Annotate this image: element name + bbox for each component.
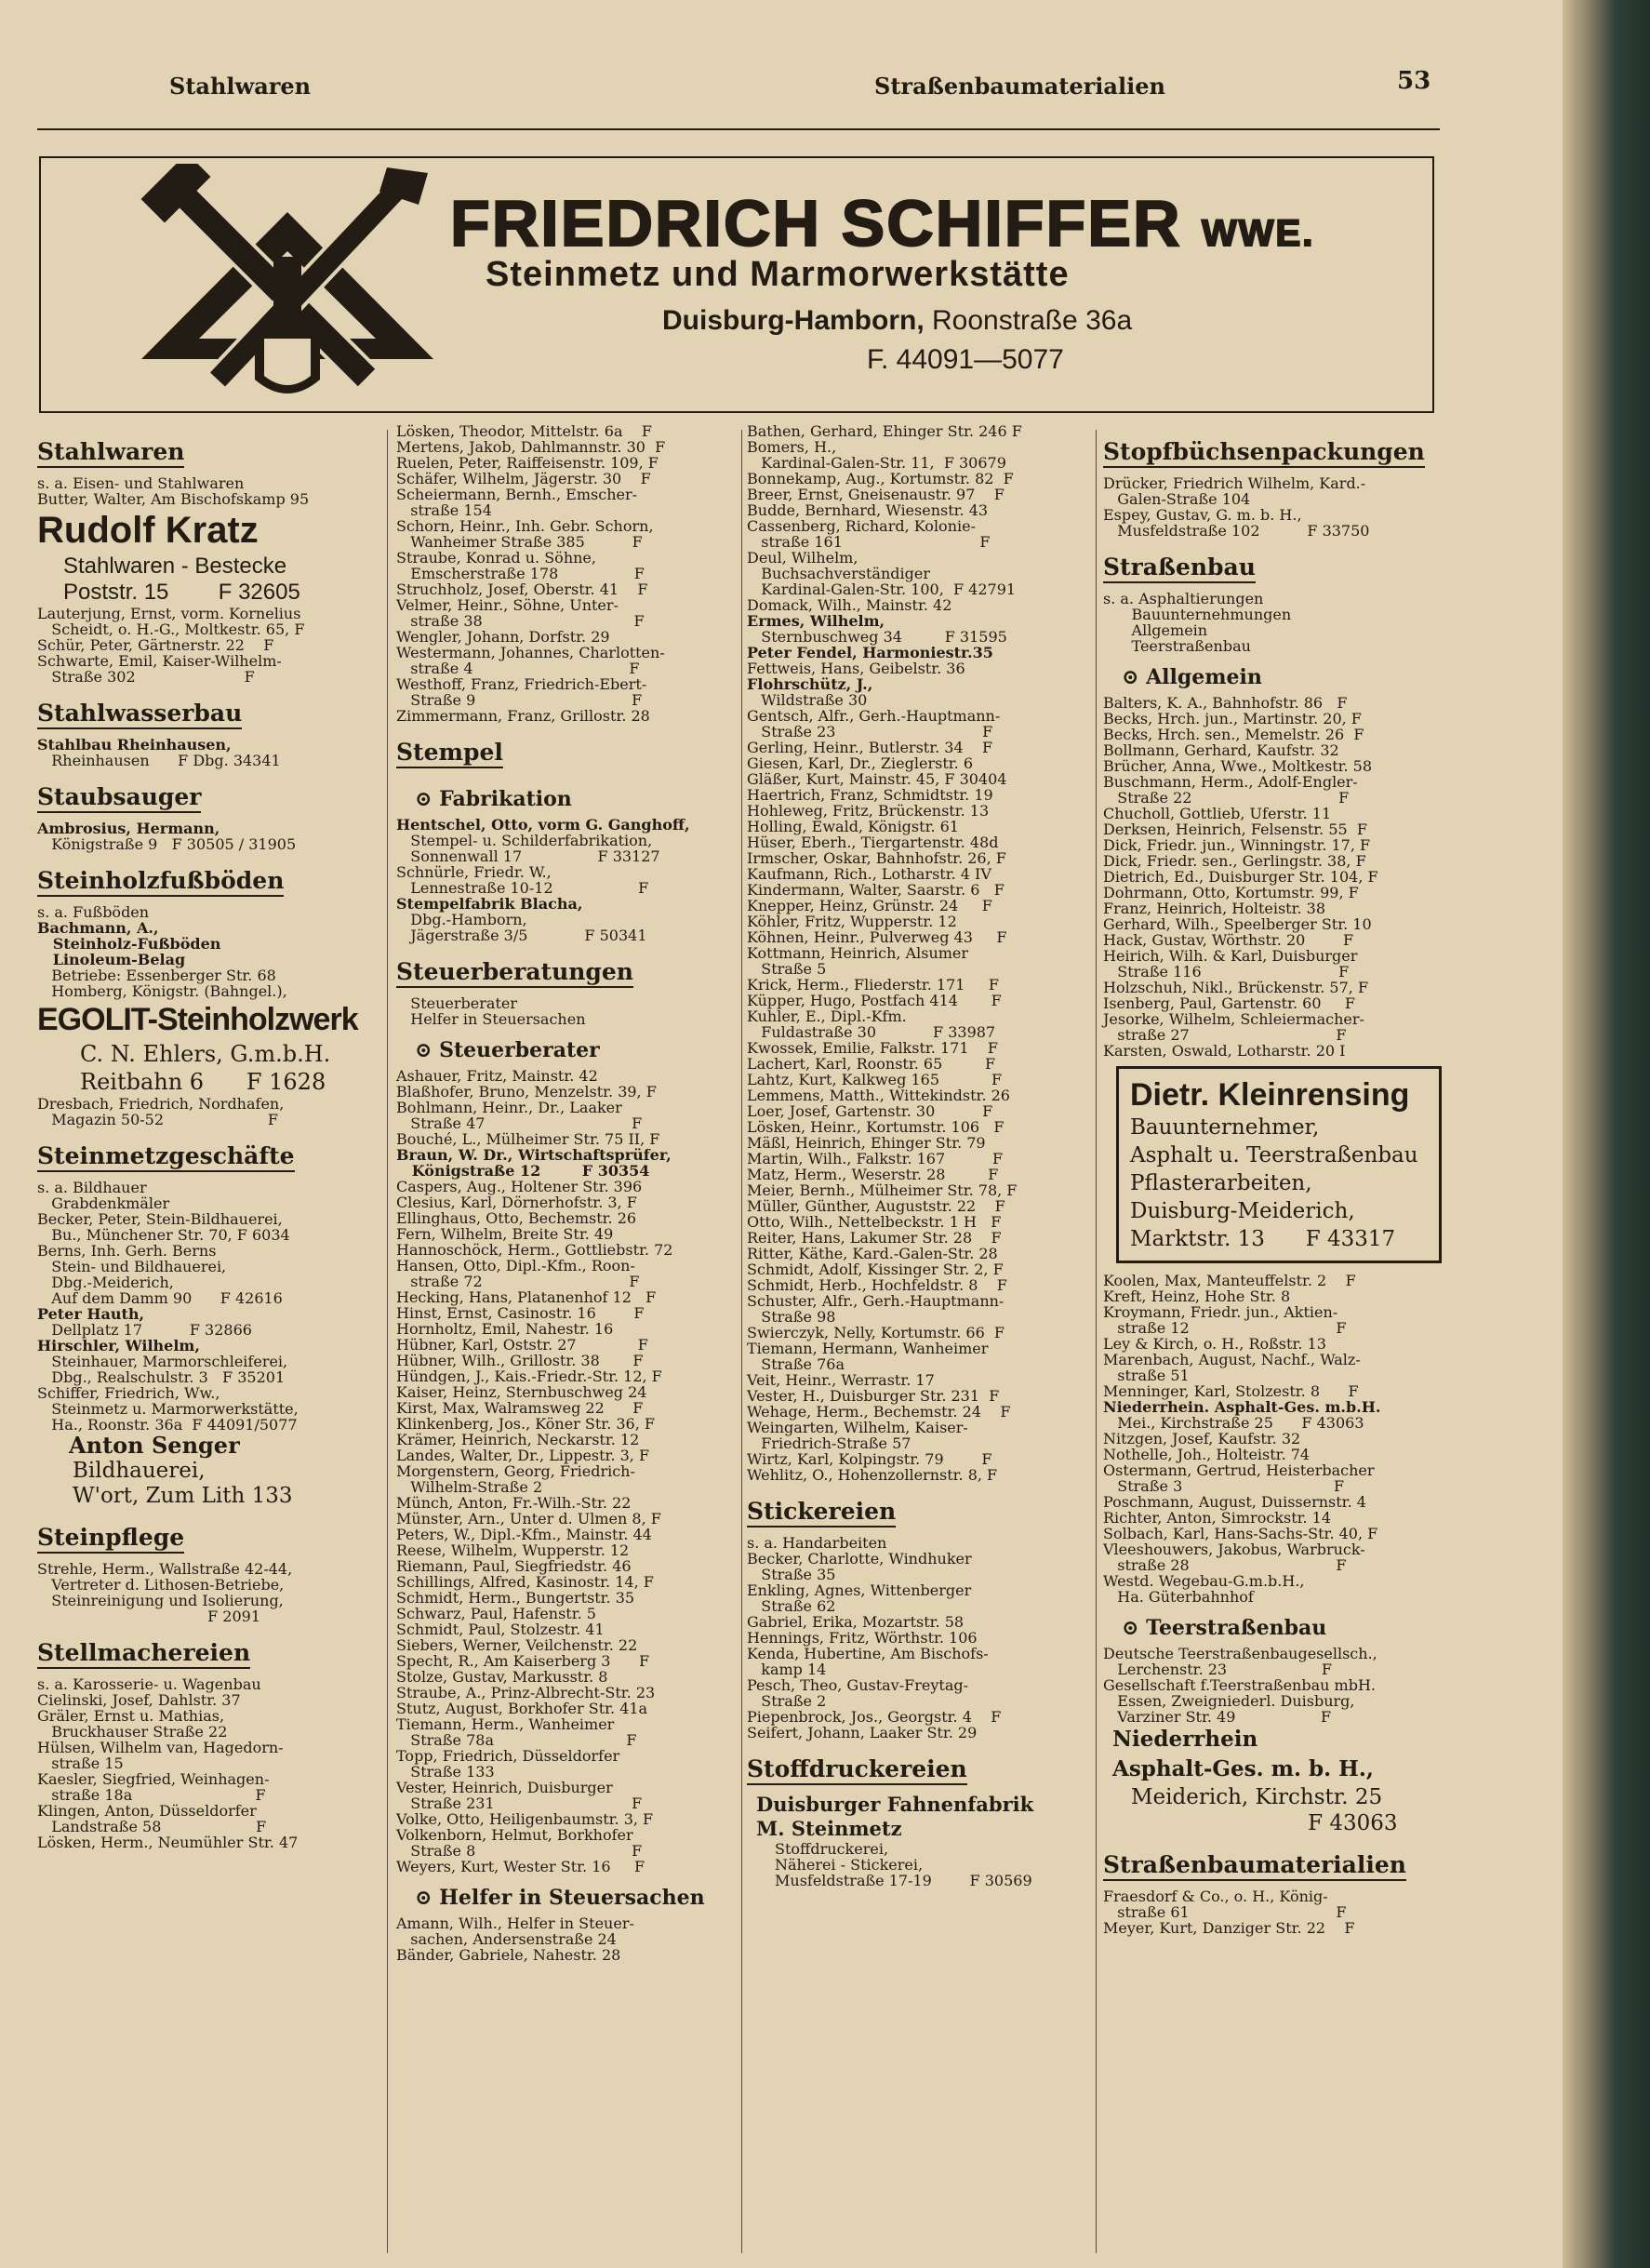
advertiser-line: Stoffdruckerei, Näherei - Stickerei, Musfeldstraße 17-19 F 30569	[775, 1840, 1032, 1889]
directory-entry: Deutsche Teerstraßenbaugesellsch., Lerchenstr. 23 F Gesellschaft f.Teerstraßenbau mbH. Essen, Zweigniederl. Duisburg, Varziner Str. 49 F	[1103, 1645, 1377, 1726]
directory-entry: Bathen, Gerhard, Ehinger Str. 246 F Bomers, H., Kardinal-Galen-Str. 11, F 30679 Bonnekamp, Aug., Kortumstr. 82 F Breer, Ernst, Gneisenaustr. 97 F Budde, Bernhard, Wiesenstr. 43 Cassenberg, Richard, Kolonie- straße 161 F Deul, Wilhelm, Buchsachverständiger Kardinal-Galen-Str. 100, F 42791 Domack, Wilh., Mainstr. 42	[747, 422, 1022, 614]
advertiser-address: Duisburg-Hamborn, Roonstraße 36a	[662, 305, 1133, 336]
section-heading: Stellmachereien	[37, 1639, 250, 1669]
schiffer-advertisement	[39, 156, 1434, 413]
advertiser-trade: Steinmetz und Marmorwerkstätte	[486, 255, 1070, 294]
column-rule	[1096, 430, 1097, 2253]
directory-entry: Königstraße 9 F 30505 / 31905	[37, 835, 297, 853]
section-heading: Stickereien	[747, 1498, 896, 1528]
directory-entry: Strehle, Herm., Wallstraße 42-44, Vertreter d. Lithosen-Betriebe, Steinreinigung und Isolierung, F 2091	[37, 1560, 293, 1625]
directory-entry: Butter, Walter, Am Bischofskamp 95	[37, 490, 310, 508]
subsection-heading: ⊙ Helfer in Steuersachen	[415, 1886, 705, 1910]
advertiser-line: Meiderich, Kirchstr. 25 F 43063	[1131, 1785, 1398, 1835]
advertiser-line: Marktstr. 13 F 43317	[1130, 1227, 1396, 1251]
section-heading: Stoffdruckereien	[747, 1755, 967, 1785]
subsection-heading: ⊙ Allgemein	[1122, 665, 1262, 689]
directory-entry: Amann, Wilh., Helfer in Steuer- sachen, Andersenstraße 24 Bänder, Gabriele, Nahestr. 28	[396, 1914, 634, 1964]
advertiser-name: Dietr. Kleinrensing	[1130, 1077, 1410, 1113]
directory-entry: s. a. Handarbeiten	[747, 1534, 887, 1552]
running-head-left: Stahlwaren	[169, 73, 312, 100]
directory-entry-bold: Bachmann, A., Steinholz-Fußböden Linoleum-Belag	[37, 919, 221, 968]
directory-entry: Steinhauer, Marmorschleiferei, Dbg., Realschulstr. 3 F 35201 Schiffer, Friedrich, Ww., Steinmetz u. Marmorwerkstätte, Ha., Roonstr. 36a F 44091/5077	[37, 1353, 299, 1434]
subsection-heading: ⊙ Teerstraßenbau	[1122, 1616, 1327, 1640]
advertiser-line: Pflasterarbeiten,	[1130, 1171, 1312, 1195]
advertiser-phone: F. 44091—5077	[867, 344, 1064, 375]
directory-entry-bold: Flohrschütz, J.,	[747, 675, 873, 693]
column-2	[396, 423, 737, 1963]
stonemason-tools-logo	[134, 164, 441, 407]
directory-entry: Wildstraße 30 Gentsch, Alfr., Gerh.-Hauptmann- Straße 23 F Gerling, Heinr., Butlerstr. 34 F Giesen, Karl, Dr., Zieglerstr. 6 Gläßer, Kurt, Mainstr. 45, F 30404 Haertrich, Franz, Schmidtstr. 19 Hohleweg, Fritz, Brückenstr. 13 Holling, Ewald, Königstr. 61 Hüser, Eberh., Tiergartenstr. 48d Irmscher, Oskar, Bahnhofstr. 26, F Kaufmann, Rich., Lotharstr. 4 IV Kindermann, Walter, Saarstr. 6 F Knepper, Heinz, Grünstr. 24 F Köhler, Fritz, Wupperstr. 12 Köhnen, Heinr., Pulverweg 43 F Kottmann, Heinrich, Alsumer Straße 5 Krick, Herm., Fliederstr. 171 F Küpper, Hugo, Postfach 414 F Kuhler, E., Dipl.-Kfm. Fuldastraße 30 F 33987 Kwossek, Emilie, Falkstr. 171 F Lachert, Karl, Roonstr. 65 F Lahtz, Kurt, Kalkweg 165 F Lemmens, Matth., Wittekindstr. 26 Loer, Josef, Gartenstr. 30 F Lösken, Heinr., Kortumstr. 106 F Mäßl, Heinrich, Ehinger Str. 79 Martin, Wilh., Falkstr. 167 F Matz, Herm., Weserstr. 28 F Meier, Bernh., Mülheimer Str. 78, F Müller, Günther, Auguststr. 22 F Otto, Wilh., Nettelbeckstr. 1 H F Reiter, Hans, Lakumer Str. 28 F Ritter, Käthe, Kard.-Galen-Str. 28 Schmidt, Adolf, Kissinger Str. 2, F Schmidt, Herb., Hochfeldstr. 8 F Schuster, Alfr., Gerh.-Hauptmann- Straße 98 Swierczyk, Nelly, Kortumstr. 66 F Tiemann, Hermann, Wanheimer Straße 76a Veit, Heinr., Werrastr. 17 Vester, H., Duisburger Str. 231 F Wehage, Herm., Bechemstr. 24 F Weingarten, Wilhelm, Kaiser- Friedrich-Straße 57 Wirtz, Karl, Kolpingstr. 79 F Wehlitz, O., Hohenzollernstr. 8, F	[747, 691, 1018, 1484]
directory-entry: s. a. Eisen- und Stahlwaren	[37, 474, 245, 492]
advertiser-name: Niederrhein Asphalt-Ges. m. b. H.,	[1112, 1727, 1374, 1781]
directory-entry: Sternbuschweg 34 F 31595	[747, 628, 1007, 646]
advertiser-line: W'ort, Zum Lith 133	[73, 1484, 293, 1508]
column-rule	[741, 430, 742, 2253]
directory-entry: s. a. Asphaltierungen Bauunternehmungen Allgemein Teerstraßenbau	[1103, 590, 1292, 655]
advertiser-name: EGOLIT-Steinholzwerk	[37, 1002, 358, 1037]
directory-entry-bold: Braun, W. Dr., Wirtschaftsprüfer, Königstraße 12 F 30354	[396, 1146, 672, 1180]
running-head-center: Straßenbaumaterialien	[874, 73, 1165, 100]
section-heading: Stahlwasserbau	[37, 700, 242, 729]
directory-entry: Balters, K. A., Bahnhofstr. 86 F Becks, Hrch. jun., Martinstr. 20, F Becks, Hrch. sen., Memelstr. 26 F Bollmann, Gerhard, Kaufstr. 32 Brücher, Anna, Wwe., Moltkestr. 58 Buschmann, Herm., Adolf-Engler- Straße 22 F Chucholl, Gottlieb, Uferstr. 11 Derksen, Heinrich, Felsenstr. 55 F Dick, Friedr. jun., Winningstr. 17, F Dick, Friedr. sen., Gerlingstr. 38, F Dietrich, Ed., Duisburger Str. 104, F Dohrmann, Otto, Kortumstr. 99, F Franz, Heinrich, Holteistr. 38 Gerhard, Wilh., Speelberger Str. 10 Hack, Gustav, Wörthstr. 20 F Heirich, Wilh. & Karl, Duisburger Straße 116 F Holzschuh, Nikl., Brückenstr. 57, F Isenberg, Paul, Gartenstr. 60 F Jesorke, Wilhelm, Schleiermacher- straße 27 F Karsten, Oswald, Lotharstr. 20 I	[1103, 694, 1378, 1060]
directory-entry: Steuerberater Helfer in Steuersachen	[410, 994, 586, 1028]
advertiser-line: Poststr. 15 F 32605	[63, 580, 300, 605]
header-rule	[37, 128, 1440, 130]
advertiser-line: C. N. Ehlers, G.m.b.H.	[80, 1041, 331, 1067]
section-heading: Straßenbau	[1103, 554, 1256, 583]
directory-entry-bold: Niederrhein. Asphalt-Ges. m.b.H.	[1103, 1398, 1381, 1416]
dfab-advertisement	[747, 1793, 1091, 1888]
page-number: 53	[1397, 67, 1431, 95]
advertiser-line: Reitbahn 6 F 1628	[80, 1069, 326, 1095]
directory-entry: s. a. Bildhauer Grabdenkmäler	[37, 1179, 170, 1212]
senger-advertisement	[37, 1433, 383, 1509]
directory-entry: Cielinski, Josef, Dahlstr. 37 Gräler, Ernst u. Mathias, Bruckhauser Straße 22 Hülsen, Wilhelm van, Hagedorn- straße 15 Kaesler, Siegfried, Weinhagen- straße 18a F Klingen, Anton, Düsseldorfer Landstraße 58 F Lösken, Herm., Neumühler Str. 47	[37, 1691, 299, 1851]
subsection-heading: ⊙ Steuerberater	[415, 1038, 600, 1062]
section-heading: Steuerberatungen	[396, 958, 633, 988]
directory-entry: Lösken, Theodor, Mittelstr. 6a F Mertens, Jakob, Dahlmannstr. 30 F Ruelen, Peter, Raiffeisenstr. 109, F Schäfer, Wilhelm, Jägerstr. 30 F Scheiermann, Bernh., Emscher- straße 154 Schorn, Heinr., Inh. Gebr. Schorn, Wanheimer Straße 385 F Straube, Konrad u. Söhne, Emscherstraße 178 F Struchholz, Josef, Oberstr. 41 F Velmer, Heinr., Söhne, Unter- straße 38 F Wengler, Johann, Dorfstr. 29 Westermann, Johannes, Charlotten- straße 4 F Westhoff, Franz, Friedrich-Ebert- Straße 9 F Zimmermann, Franz, Grillostr. 28	[396, 422, 666, 725]
section-heading: Staubsauger	[37, 783, 201, 813]
directory-entry-bold: Ermes, Wilhelm,	[747, 612, 885, 630]
section-heading: Steinmetzgeschäfte	[37, 1142, 295, 1172]
advertiser-name: Rudolf Kratz	[37, 510, 259, 551]
section-heading: Stahlwaren	[37, 438, 184, 468]
directory-entry: Becker, Peter, Stein-Bildhauerei, Bu., Münchener Str. 70, F 6034 Berns, Inh. Gerh. Berns Stein- und Bildhauerei, Dbg.-Meiderich, Auf dem Damm 90 F 42616	[37, 1210, 290, 1307]
section-heading: Stempel	[396, 739, 503, 768]
directory-entry: Mei., Kirchstraße 25 F 43063 Nitzgen, Josef, Kaufstr. 32 Nothelle, Joh., Holteistr. 74 Ostermann, Gertrud, Heisterbacher Straße 3 F Poschmann, August, Duissernstr. 4 Richter, Anton, Simrockstr. 14 Solbach, Karl, Hans-Sachs-Str. 40, F Vleeshouwers, Jakobus, Warbruck- straße 28 F Westd. Wegebau-G.m.b.H., Ha. Güterbahnhof	[1103, 1414, 1378, 1606]
advertiser-line: Stahlwaren - Bestecke	[63, 554, 287, 579]
directory-entry: Dbg.-Hamborn, Jägerstraße 3/5 F 50341	[410, 911, 647, 944]
directory-entry: Dellplatz 17 F 32866	[37, 1321, 252, 1339]
advertiser-line: Asphalt u. Teerstraßenbau	[1130, 1143, 1418, 1167]
directory-entry: Rheinhausen F Dbg. 34341	[37, 752, 281, 769]
section-heading: Steinpflege	[37, 1524, 184, 1554]
directory-entry-bold: Hirschler, Wilhelm,	[37, 1337, 200, 1354]
subsection-heading: ⊙ Fabrikation	[415, 787, 572, 811]
directory-entry: Ashauer, Fritz, Mainstr. 42 Blaßhofer, Bruno, Menzelstr. 39, F Bohlmann, Heinr., Dr., Laaker Straße 47 F Bouché, L., Mülheimer Str. 75 II, F	[396, 1067, 660, 1148]
advertiser-line: Bildhauerei,	[73, 1459, 206, 1483]
directory-entry-bold: Hentschel, Otto, vorm G. Ganghoff,	[396, 816, 690, 834]
section-heading: Straßenbaumaterialien	[1103, 1851, 1406, 1881]
directory-entry: Becker, Charlotte, Windhuker Straße 35 Enkling, Agnes, Wittenberger Straße 62 Gabriel, Erika, Mozartstr. 58 Hennings, Fritz, Wörthstr. 106 Kenda, Hubertine, Am Bischofs- kamp 14 Pesch, Theo, Gustav-Freytag- Straße 2 Piepenbrock, Jos., Georgstr. 4 F Seifert, Johann, Laaker Str. 29	[747, 1550, 1002, 1741]
directory-entry: Fraesdorf & Co., o. H., König- straße 61 F Meyer, Kurt, Danziger Str. 22 F	[1103, 1888, 1355, 1937]
kleinrensing-advertisement	[1116, 1066, 1442, 1263]
nr-advertisement	[1103, 1725, 1447, 1836]
directory-entry: Lauterjung, Ernst, vorm. Kornelius Scheidt, o. H.-G., Moltkestr. 65, F Schür, Peter, Gärtnerstr. 22 F Schwarte, Emil, Kaiser-Wilhelm- Straße 302 F	[37, 605, 305, 686]
section-heading: Steinholzfußböden	[37, 867, 284, 897]
directory-entry-bold: Peter Fendel, Harmoniestr.35	[747, 644, 993, 661]
directory-entry: Stempel- u. Schilderfabrikation, Sonnenwall 17 F 33127 Schnürle, Friedr. W., Lennestraße 10-12 F	[396, 832, 660, 897]
directory-entry: s. a. Karosserie- u. Wagenbau	[37, 1675, 261, 1693]
advertiser-name: FRIEDRICH SCHIFFER WWE.	[450, 187, 1315, 260]
column-3	[747, 423, 1091, 1888]
directory-entry-bold: Stempelfabrik Blacha,	[396, 895, 583, 913]
book-binding-edge	[1563, 0, 1650, 2268]
directory-entry: Koolen, Max, Manteuffelstr. 2 F Kreft, Heinz, Hohe Str. 8 Kroymann, Friedr. jun., Aktien- straße 12 F Ley & Kirch, o. H., Roßstr. 13 Marenbach, August, Nachf., Walz- straße 51 Menninger, Karl, Stolzestr. 8 F	[1103, 1272, 1361, 1400]
directory-entry: Fettweis, Hans, Geibelstr. 36	[747, 660, 965, 677]
egolit-advertisement	[37, 999, 383, 1096]
directory-entry: Drücker, Friedrich Wilhelm, Kard.- Galen-Straße 104 Espey, Gustav, G. m. b. H., Musfeldstraße 102 F 33750	[1103, 474, 1370, 540]
directory-entry-bold: Ambrosius, Hermann,	[37, 820, 220, 837]
directory-entry: Dresbach, Friedrich, Nordhafen, Magazin 50-52 F	[37, 1095, 285, 1128]
column-1	[37, 423, 383, 1850]
kratz-advertisement	[37, 509, 383, 606]
column-rule	[387, 430, 388, 2253]
directory-entry-bold: Stahlbau Rheinhausen,	[37, 736, 232, 754]
advertiser-line: Bauunternehmer,	[1130, 1115, 1320, 1140]
directory-entry: Caspers, Aug., Holtener Str. 396 Clesius, Karl, Dörnerhofstr. 3, F Ellinghaus, Otto, Bechemstr. 26 Fern, Wilhelm, Breite Str. 49 Hannoschöck, Herm., Gottliebstr. 72 Hansen, Otto, Dipl.-Kfm., Roon- straße 72 F Hecking, Hans, Platanenhof 12 F Hinst, Ernst, Casinostr. 16 F Hornholtz, Emil, Nahestr. 16 Hübner, Karl, Oststr. 27 F Hübner, Wilh., Grillostr. 38 F Hündgen, J., Kais.-Friedr.-Str. 12, F Kaiser, Heinz, Sternbuschweg 24 Kirst, Max, Walramsweg 22 F Klinkenberg, Jos., Köner Str. 36, F Krämer, Heinrich, Neckarstr. 12 Landes, Walter, Dr., Lippestr. 3, F Morgenstern, Georg, Friedrich- Wilhelm-Straße 2 Münch, Anton, Fr.-Wilh.-Str. 22 Münster, Arn., Unter d. Ulmen 8, F Peters, W., Dipl.-Kfm., Mainstr. 44 Reese, Wilhelm, Wupperstr. 12 Riemann, Paul, Siegfriedstr. 46 Schillings, Alfred, Kasinostr. 14, F Schmidt, Herm., Bungertstr. 35 Schwarz, Paul, Hafenstr. 5 Schmidt, Paul, Stolzestr. 41 Siebers, Werner, Veilchenstr. 22 Specht, R., Am Kaiserberg 3 F Stolze, Gustav, Markusstr. 8 Straube, A., Prinz-Albrecht-Str. 23 Stutz, August, Borkhofer Str. 41a Tiemann, Herm., Wanheimer Straße 78a F Topp, Friedrich, Düsseldorfer Straße 133 Vester, Heinrich, Duisburger Straße 231 F Volke, Otto, Heiligenbaumstr. 3, F Volkenborn, Helmut, Borkhofer Straße 8 F Weyers, Kurt, Wester Str. 16 F	[396, 1178, 673, 1875]
advertiser-line: Duisburg-Meiderich,	[1130, 1199, 1355, 1223]
directory-entry: Betriebe: Essenberger Str. 68 Homberg, Königstr. (Bahngel.),	[51, 967, 287, 1000]
advertiser-name: Anton Senger	[69, 1432, 240, 1459]
section-heading: Stopfbüchsenpackungen	[1103, 438, 1425, 468]
column-4	[1103, 423, 1447, 1936]
directory-entry: s. a. Fußböden	[37, 903, 150, 921]
advertiser-name: Duisburger Fahnenfabrik M. Steinmetz	[756, 1793, 1034, 1840]
directory-entry-bold: Peter Hauth,	[37, 1305, 145, 1323]
